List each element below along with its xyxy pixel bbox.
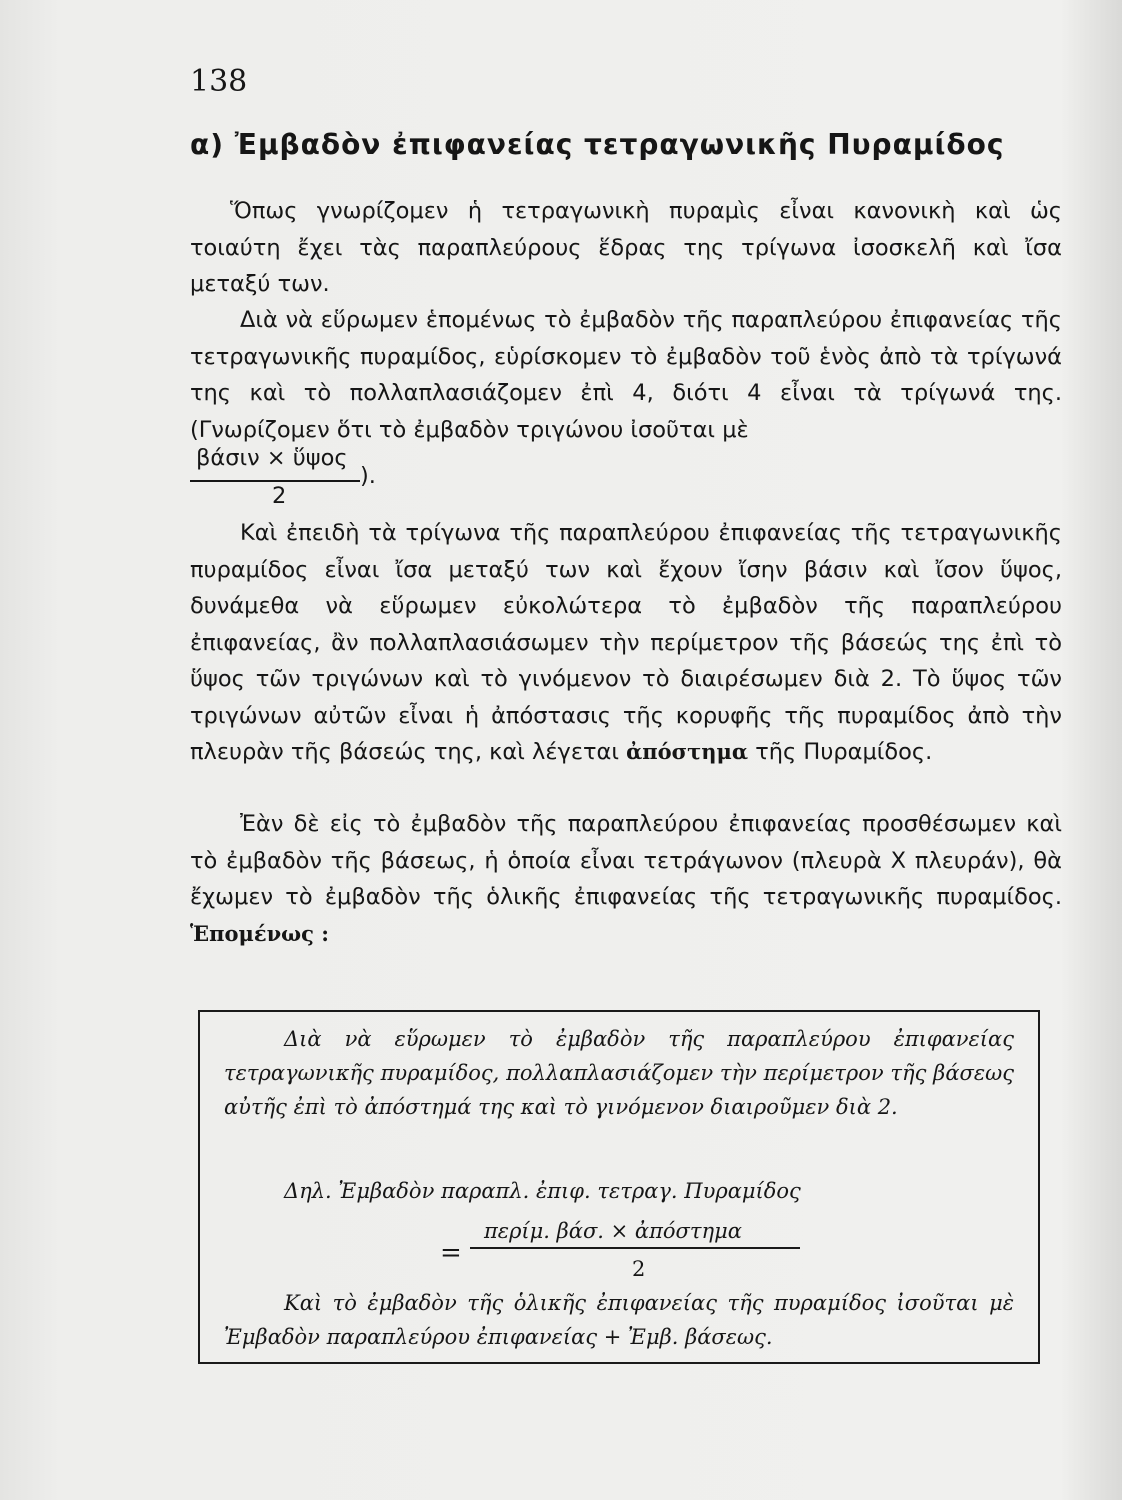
rule-box: [198, 1010, 1040, 1364]
lateral-formula-denominator: 2: [632, 1257, 646, 1281]
formula-denominator: 2: [272, 483, 287, 509]
formula-numerator: βάσιν × ὕψος: [196, 445, 348, 471]
term-epomenos: Ἑπομένως :: [190, 920, 330, 946]
rule-1-text: Διὰ νὰ εὕρωμεν τὸ ἐμβαδὸν τῆς παραπλεύρου ἐπιφανείας τετραγωνικῆς πυραμίδος, πολλαπλασιάζομεν τὴν περίμετρον τῆς βάσεως αὐτῆς ἐπὶ τὸ ἀπόστημά της καὶ τὸ γινόμενον διαιροῦμεν διὰ 2.: [224, 1027, 1014, 1119]
rule-1: [224, 1022, 1014, 1124]
equals-sign: =: [440, 1238, 462, 1268]
paragraph-2-text: Διὰ νὰ εὕρωμεν ἑπομένως τὸ ἐμβαδὸν τῆς παραπλεύρου ἐπιφανείας τῆς τετραγωνικῆς πυραμίδος, εὑρίσκομεν τὸ ἐμβαδὸν τοῦ ἑνὸς ἀπὸ τὰ τρίγωνά της καὶ τὸ πολλαπλασιάζομεν ἐπὶ 4, διότι 4 εἶναι τὰ τρίγωνά της. (Γνωρίζομεν ὅτι τὸ ἐμβαδὸν τριγώνου ἰσοῦται μὲ: [190, 307, 1062, 443]
rule-2: [224, 1286, 1014, 1354]
paragraph-1-text: Ὅπως γνωρίζομεν ἡ τετραγωνικὴ πυραμὶς εἶναι κανονικὴ καὶ ὡς τοιαύτη ἔχει τὰς παραπλεύρους ἕδρας της τρίγωνα ἰσοσκελῆ καὶ ἴσα μεταξύ των.: [190, 198, 1062, 297]
paragraph-4-text: Ἐὰν δὲ εἰς τὸ ἐμβαδὸν τῆς παραπλεύρου ἐπιφανείας προσθέσωμεν καὶ τὸ ἐμβαδὸν τῆς βάσεως, ἡ ὁποία εἶναι τετράγωνον (πλευρὰ Χ πλευράν), θὰ ἔχωμεν τὸ ἐμβαδὸν τῆς ὁλικῆς ἐπιφανείας τῆς τετραγωνικῆς πυραμίδος.: [190, 811, 1062, 910]
lateral-area-formula: [440, 1214, 1000, 1294]
section-heading: α) Ἐμβαδὸν ἐπιφανείας τετραγωνικῆς Πυραμίδος: [190, 128, 1005, 161]
lateral-fraction-bar: [470, 1247, 800, 1249]
paragraph-3: [190, 515, 1062, 771]
lateral-formula-numerator: περίμ. βάσ. × ἀπόστημα: [484, 1219, 742, 1243]
fraction-bar: [190, 480, 360, 482]
paragraph-3-text: Καὶ ἐπειδὴ τὰ τρίγωνα τῆς παραπλεύρου ἐπιφανείας τῆς τετραγωνικῆς πυραμίδος εἶναι ἴσα μεταξύ των καὶ ἔχουν ἴσην βάσιν καὶ ἴσον ὕψος, δυνάμεθα νὰ εὕρωμεν εὐκολώτερα τὸ ἐμβαδὸν τῆς παραπλεύρου ἐπιφανείας, ἂν πολλαπλασιάσωμεν τὴν περίμετρον τῆς βάσεώς της ἐπὶ τὸ ὕψος τῶν τριγώνων καὶ τὸ γινόμενον τὸ διαιρέσωμεν διὰ 2. Τὸ ὕψος τῶν τριγώνων αὐτῶν εἶναι ἡ ἀπόστασις τῆς κορυφῆς τῆς πυραμίδος ἀπὸ τὴν πλευρὰν τῆς βάσεώς της, καὶ λέγεται: [190, 520, 1062, 765]
page-number: 138: [190, 64, 248, 99]
rule-2-text: Καὶ τὸ ἐμβαδὸν τῆς ὁλικῆς ἐπιφανείας τῆς πυραμίδος ἰσοῦται μὲ Ἐμβαδὸν παραπλεύρου ἐπιφανείας + Ἐμβ. βάσεως.: [224, 1291, 1014, 1349]
paragraph-3-end: τῆς Πυραμίδος.: [755, 739, 933, 765]
term-apostima: ἀπόστημα: [626, 739, 749, 764]
formula-closing: ).: [360, 463, 376, 489]
paragraph-1: [190, 193, 1062, 303]
paragraph-4: [190, 806, 1062, 952]
formula-label: Δηλ. Ἐμβαδὸν παραπλ. ἐπιφ. τετραγ. Πυραμίδος: [284, 1179, 801, 1203]
paragraph-2: [190, 302, 1062, 448]
